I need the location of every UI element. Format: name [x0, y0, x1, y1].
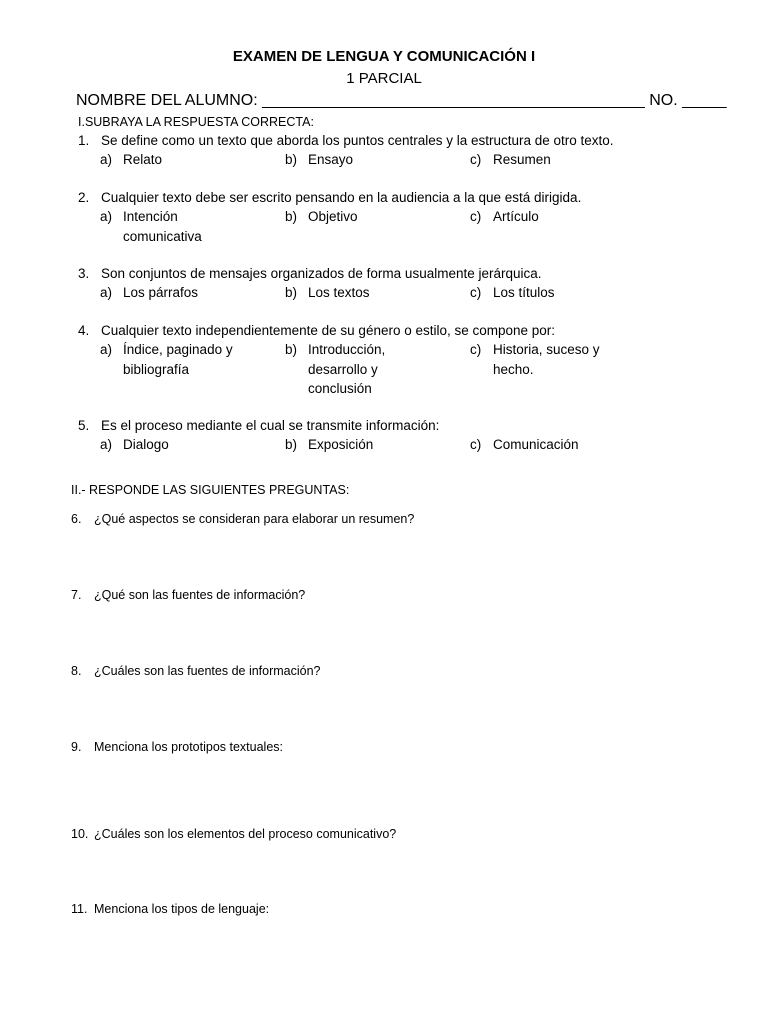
option-letter: a) — [100, 209, 113, 224]
option-text: Artículo — [493, 209, 539, 224]
question-text: Menciona los prototipos textuales: — [94, 740, 283, 754]
option-text: Intención — [123, 209, 178, 224]
student-name-line: NOMBRE DEL ALUMNO: ___________________________________________ NO. _____ — [76, 92, 727, 109]
option-letter: b) — [285, 209, 298, 224]
question-number: 8. — [71, 664, 82, 678]
option-text: comunicativa — [123, 228, 202, 244]
question-number: 6. — [71, 512, 82, 526]
question-text: ¿Qué aspectos se consideran para elaborar un resumen? — [94, 512, 415, 526]
option-letter: b) — [285, 152, 298, 167]
exam-subtitle: 1 PARCIAL — [346, 70, 422, 87]
question-text: Cualquier texto debe ser escrito pensando en la audiencia a la que está dirigida. — [101, 190, 582, 205]
question-number: 9. — [71, 740, 82, 754]
question-number: 5. — [78, 418, 90, 433]
option-letter: b) — [285, 437, 298, 452]
question-text: Cualquier texto independientemente de su género o estilo, se compone por: — [101, 323, 556, 338]
question-text: Menciona los tipos de lenguaje: — [94, 902, 270, 916]
question-number: 10. — [71, 827, 89, 841]
option-text: conclusión — [308, 381, 372, 396]
option-text: Relato — [123, 152, 163, 167]
option-text: Índice, paginado y — [123, 342, 233, 357]
option-text: bibliografía — [123, 361, 190, 377]
option-letter: a) — [100, 342, 113, 357]
option-text: Los textos — [308, 285, 370, 300]
question-text: ¿Cuáles son las fuentes de información? — [94, 664, 321, 678]
option-text: desarrollo y — [308, 361, 378, 377]
option-text: Introducción, — [308, 342, 386, 357]
question-number: 4. — [78, 323, 90, 338]
option-letter: b) — [285, 342, 298, 357]
option-letter: b) — [285, 285, 298, 300]
question-number: 1. — [78, 133, 90, 148]
question-number: 11. — [71, 902, 88, 916]
option-letter: c) — [470, 152, 482, 167]
question-text: Es el proceso mediante el cual se transmite información: — [101, 418, 440, 433]
option-text: Los párrafos — [123, 285, 199, 300]
option-text: Objetivo — [308, 209, 358, 224]
question-text: Son conjuntos de mensajes organizados de forma usualmente jerárquica. — [101, 266, 542, 281]
option-text: Dialogo — [123, 437, 169, 452]
question-text: ¿Cuáles son los elementos del proceso comunicativo? — [94, 827, 397, 841]
question-number: 3. — [78, 266, 90, 281]
option-text: Exposición — [308, 437, 374, 452]
option-text: Los títulos — [493, 285, 555, 300]
option-letter: a) — [100, 285, 113, 300]
option-text: Ensayo — [308, 152, 354, 167]
section2-heading: II.- RESPONDE LAS SIGUIENTES PREGUNTAS: — [71, 483, 350, 497]
question-text: ¿Qué son las fuentes de información? — [94, 588, 306, 602]
question-number: 7. — [71, 588, 82, 602]
question-text: Se define como un texto que aborda los puntos centrales y la estructura de otro texto. — [101, 133, 614, 148]
section1-heading: I.SUBRAYA LA RESPUESTA CORRECTA: — [78, 115, 314, 129]
option-letter: c) — [470, 285, 482, 300]
option-text: Resumen — [493, 152, 551, 167]
option-letter: a) — [100, 152, 113, 167]
option-letter: a) — [100, 437, 113, 452]
option-text: Historia, suceso y — [493, 342, 600, 357]
option-letter: c) — [470, 437, 482, 452]
option-letter: c) — [470, 342, 482, 357]
question-number: 2. — [78, 190, 90, 205]
option-text: hecho. — [493, 361, 534, 377]
option-text: Comunicación — [493, 437, 579, 452]
option-letter: c) — [470, 209, 482, 224]
exam-title: EXAMEN DE LENGUA Y COMUNICACIÓN I — [232, 48, 536, 65]
